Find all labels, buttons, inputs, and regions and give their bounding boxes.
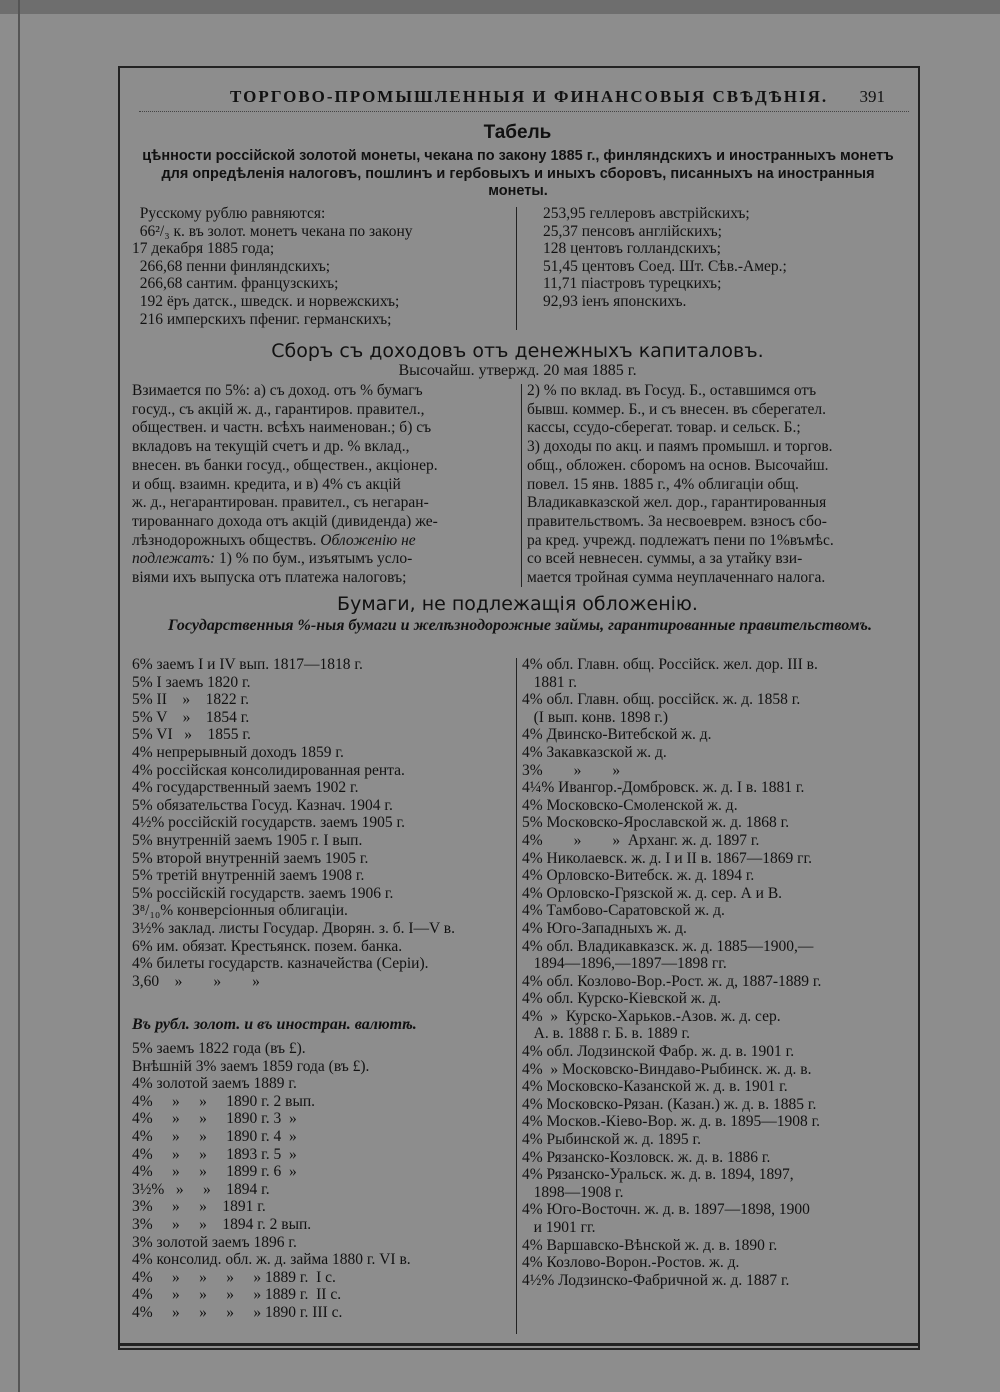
bond-line: 4% » Московско-Виндаво-Рыбинск. ж. д. в.	[522, 1060, 812, 1078]
sbor-title: Сборъ съ доходовъ отъ денежныхъ капиталовъ.	[271, 340, 764, 362]
bond-line: 4% Закавказской ж. д.	[522, 743, 667, 761]
bond-line: 4% Двинско-Витебской ж. д.	[522, 726, 712, 744]
tabel-column-divider	[516, 207, 517, 330]
sbor-line-text: лѣзнодорожныхъ обществъ.	[132, 531, 317, 549]
tabel-line: 25,37 пенсовъ англійскихъ;	[543, 222, 722, 240]
bond-line: 4% Варшавско-Вѣнской ж. д. в. 1890 г.	[522, 1236, 778, 1254]
bond-line: 4% » Курско-Харьков.-Азов. ж. д. сер.	[522, 1007, 781, 1025]
sbor-line: обществен. и частн. всѣхъ наименован.; б) съ	[132, 419, 432, 437]
scan-top-edge	[0, 0, 1000, 14]
bond-line: 4% Рыбинской ж. д. 1895 г.	[522, 1131, 702, 1149]
bond-line: 1881 г.	[522, 673, 577, 691]
bond-line: 5% I заемъ 1820 г.	[132, 673, 251, 691]
bumagi-column-divider	[516, 658, 517, 1334]
sbor-line: мается тройная сумма неуплаченнаго налога.	[527, 569, 826, 587]
bumagi-left-column-2	[132, 1040, 411, 1322]
bumagi-subtitle: Государственныя %-ныя бумаги и желѣзнодорожные займы, гарантированные правительствомъ.	[168, 617, 872, 634]
bond-line: 5% второй внутренній заемъ 1905 г.	[132, 849, 369, 867]
bond-line: 3% золотой заемъ 1896 г.	[132, 1233, 297, 1251]
sbor-line: кассы, ссудо-сберегат. товар. и сельск. Б.;	[527, 419, 801, 437]
running-title: ТОРГОВО-ПРОМЫШЛЕННЫЯ И ФИНАНСОВЫЯ СВѢДѢНІЯ.	[230, 87, 829, 106]
tabel-line: 216 имперскихъ пфениг. германскихъ;	[132, 310, 392, 328]
bond-line: Внѣшній 3% заемъ 1859 года (въ £).	[132, 1057, 370, 1075]
bond-line: 5% третій внутренній заемъ 1908 г.	[132, 867, 365, 885]
header-rule	[139, 111, 909, 112]
bond-line: 6% заемъ I и IV вып. 1817—1818 г.	[132, 656, 363, 673]
bond-line: и 1901 гг.	[522, 1219, 596, 1236]
bond-line: 3⁸/₁₀% конверсіонныя облигаціи.	[132, 902, 348, 920]
bond-line: 4% » » 1899 г. 6 »	[132, 1163, 297, 1181]
bond-line: А. в. 1888 г. Б. в. 1889 г.	[522, 1025, 690, 1043]
bond-line: 1894—1896,—1897—1898 гг.	[522, 955, 727, 973]
tabel-left-column	[132, 205, 413, 328]
bond-line: 4% » » » » 1889 г. II с.	[132, 1286, 342, 1304]
bond-line: 4% Тамбово-Саратовской ж. д.	[522, 902, 725, 920]
page-frame-bottom-rule	[118, 1343, 920, 1346]
bond-line: 5% обязательства Госуд. Казнач. 1904 г.	[132, 796, 393, 814]
tabel-title: Табель	[483, 122, 552, 143]
bond-line: 1898—1908 г.	[522, 1183, 624, 1201]
bond-line: 3½% » » 1894 г.	[132, 1180, 270, 1198]
sbor-line: Владикавказской жел. дор., гарантированныя	[527, 494, 827, 512]
bond-line: 5% заемъ 1822 года (въ £).	[132, 1040, 306, 1057]
bond-line: 4% золотой заемъ 1889 г.	[132, 1075, 297, 1093]
tabel-line: 128 центовъ голландскихъ;	[543, 240, 721, 258]
bond-line: 4% обл. Лодзинской Фабр. ж. д. в. 1901 г.	[522, 1043, 795, 1061]
sbor-line: бывш. коммер. Б., и съ внесен. въ сберегател.	[527, 400, 827, 418]
bond-line: 5% V » 1854 г.	[132, 708, 250, 726]
bond-line: 5% россійскій государств. заемъ 1906 г.	[132, 884, 394, 902]
bond-line: 4% Юго-Западныхъ ж. д.	[522, 919, 687, 937]
tabel-right-column	[543, 205, 787, 311]
bond-line: 4% » » 1893 г. 5 »	[132, 1145, 297, 1163]
sbor-line: общ., обложен. сборомъ на основ. Высочайш.	[527, 456, 829, 474]
bond-line: 3,60 » » »	[132, 972, 260, 990]
bond-line: 4% » » » » 1890 г. III с.	[132, 1303, 343, 1321]
bond-line: 4% обл. Владикавказск. ж. д. 1885—1900,—	[522, 937, 814, 955]
bond-line: 4% Николаевск. ж. д. I и II в. 1867—1869 гг.	[522, 849, 812, 867]
bond-line: 4% россійская консолидированная рента.	[132, 761, 405, 779]
bond-line: 4% обл. Козлово-Вор.-Рост. ж. д, 1887-1889 г.	[522, 972, 822, 990]
bond-line: 4% государственный заемъ 1902 г.	[132, 779, 359, 797]
bond-line: 5% внутренній заемъ 1905 г. I вып.	[132, 831, 363, 849]
bumagi-right-column	[522, 656, 821, 1289]
tabel-line: 11,71 піастровъ турецкихъ;	[543, 275, 722, 293]
sbor-line: госуд., съ акцій ж. д., гарантиров. правител.,	[132, 400, 425, 418]
bond-line: 4% Рязанско-Уральск. ж. д. в. 1894, 1897,	[522, 1166, 794, 1184]
bond-line: 4% консолид. обл. ж. д. займа 1880 г. VI в.	[132, 1251, 411, 1269]
bond-line: 3% » » 1894 г. 2 вып.	[132, 1215, 312, 1233]
bond-line: 4½% россійскій государств. заемъ 1905 г.	[132, 814, 406, 832]
sbor-line: вкладовъ на текущій счетъ и др. % вклад.,	[132, 438, 410, 456]
sbor-line: тированнаго дохода отъ акцій (дивиденда) же-	[132, 512, 438, 530]
sbor-line: повел. 15 янв. 1885 г., 4% облигаціи общ.	[527, 475, 799, 493]
bond-line: 4% непрерывный доходъ 1859 г.	[132, 743, 344, 761]
sbor-line: 3) доходы по акц. и паямъ промышл. и торгов.	[527, 438, 833, 456]
tabel-line: 17 декабря 1885 года;	[132, 240, 275, 258]
sbor-line: и общ. взаимн. кредита, и в) 4% съ акцій	[132, 475, 401, 493]
tabel-line: 253,95 геллеровъ австрійскихъ;	[543, 205, 750, 222]
bond-line: 3% » » 1891 г.	[132, 1198, 266, 1216]
bond-line: (I вып. конв. 1898 г.)	[522, 708, 668, 726]
bond-line: 4¼% Ивангор.-Домбровск. ж. д. I в. 1881 г.	[522, 779, 805, 797]
bond-line: 4% Козлово-Ворон.-Ростов. ж. д.	[522, 1254, 740, 1272]
bond-line: 4% Москов.-Кіево-Вор. ж. д. в. 1895—1908 г.	[522, 1113, 821, 1131]
sbor-italic-label: Обложенію не	[320, 531, 416, 549]
bond-line: 4% обл. Главн. общ. россійск. ж. д. 1858 г.	[522, 691, 801, 709]
sbor-line: 2) % по вклад. въ Госуд. Б., оставшимся отъ	[527, 382, 817, 399]
bond-line: 4% Московско-Казанской ж. д. в. 1901 г.	[522, 1078, 788, 1096]
bond-line: 4% обл. Курско-Кіевской ж. д.	[522, 990, 721, 1008]
bumagi-left-heading: Въ рубл. золот. и въ иностран. валютѣ.	[132, 1016, 417, 1033]
bond-line: 4½% Лодзинско-Фабричной ж. д. 1887 г.	[522, 1271, 790, 1289]
scan-left-edge	[18, 0, 20, 1392]
tabel-line: 92,93 іенъ японскихъ.	[543, 292, 687, 310]
sbor-line: віями ихъ выпуска отъ платежа налоговъ;	[132, 569, 407, 587]
page-number: 391	[859, 87, 885, 106]
sbor-line	[132, 532, 438, 551]
bond-line: 4% » » 1890 г. 3 »	[132, 1110, 297, 1128]
sbor-subtitle: Высочайш. утвержд. 20 мая 1885 г.	[398, 362, 637, 379]
bond-line: 4% » » Арханг. ж. д. 1897 г.	[522, 831, 760, 849]
sbor-line: ж. д., негарантирован. правител., съ негаран-	[132, 494, 429, 512]
bond-line: 4% Московско-Рязан. (Казан.) ж. д. в. 1885 г.	[522, 1095, 817, 1113]
bond-line: 3½% заклад. листы Государ. Дворян. з. б. I—V в.	[132, 919, 455, 937]
sbor-line: ра кред. учрежд. подлежатъ пени по 1%въмѣс.	[527, 531, 834, 549]
sbor-italic-label: подлежатъ:	[132, 550, 216, 568]
bond-line: 4% Орловско-Витебск. ж. д. 1894 г.	[522, 867, 755, 885]
bond-line: 4% » » » » 1889 г. I с.	[132, 1268, 336, 1286]
sbor-line	[132, 550, 438, 569]
bond-line: 4% » » 1890 г. 2 вып.	[132, 1092, 316, 1110]
bond-line: 6% им. обязат. Крестьянск. позем. банка.	[132, 937, 403, 955]
sbor-line: правительствомъ. За несвоеврем. взносъ сбо-	[527, 512, 827, 530]
bond-line: 4% » » 1890 г. 4 »	[132, 1127, 297, 1145]
bond-line: 5% II » 1822 г.	[132, 691, 249, 709]
sbor-line: со всей невнесен. суммы, а за утайку взи-	[527, 550, 803, 568]
bumagi-left-column	[132, 656, 455, 990]
tabel-line: Русскому рублю равняются:	[132, 205, 326, 222]
tabel-intro: цѣнности россійской золотой монеты, чекана по закону 1885 г., финляндскихъ и иностранныхъ монетъ для опредѣленія налоговъ, пошлинъ и гербовыхъ и иныхъ сборовъ, писанныхъ на иностранныя монеты.	[142, 148, 894, 199]
tabel-line: 266,68 сантим. французскихъ;	[132, 275, 339, 293]
running-header	[125, 87, 910, 111]
sbor-right-column	[527, 382, 834, 588]
sbor-column-divider	[521, 384, 522, 587]
bond-line: 4% Московско-Смоленской ж. д.	[522, 796, 738, 814]
bond-line: 4% Рязанско-Козловск. ж. д. в. 1886 г.	[522, 1148, 771, 1166]
bond-line: 4% Юго-Восточн. ж. д. в. 1897—1898, 1900	[522, 1201, 810, 1219]
bond-line: 3% » »	[522, 761, 621, 779]
tabel-line: 51,45 центовъ Соед. Шт. Сѣв.-Амер.;	[543, 257, 787, 275]
sbor-line-text: 1) % по бум., изъятымъ усло-	[215, 550, 413, 568]
bond-line: 5% VI » 1855 г.	[132, 726, 251, 744]
sbor-left-column	[132, 382, 438, 588]
bond-line: 4% билеты государств. казначейства (Серіи).	[132, 955, 429, 973]
tabel-line: 192 ёръ датск., шведск. и норвежскихъ;	[132, 292, 400, 310]
bond-line: 5% Московско-Ярославской ж. д. 1868 г.	[522, 814, 790, 832]
tabel-line: 66²/₃ к. въ золот. монетъ чекана по закону	[132, 222, 413, 240]
bond-line: 4% обл. Главн. общ. Россійск. жел. дор. III в.	[522, 656, 818, 673]
bumagi-title: Бумаги, не подлежащія обложенію.	[337, 593, 698, 615]
tabel-line: 266,68 пенни финляндскихъ;	[132, 257, 331, 275]
sbor-line: внесен. въ банки госуд., обществен., акціонер.	[132, 456, 438, 474]
bond-line: 4% Орловско-Грязской ж. д. сер. А и В.	[522, 884, 783, 902]
sbor-line: Взимается по 5%: а) съ доход. отъ % бумагъ	[132, 382, 423, 399]
